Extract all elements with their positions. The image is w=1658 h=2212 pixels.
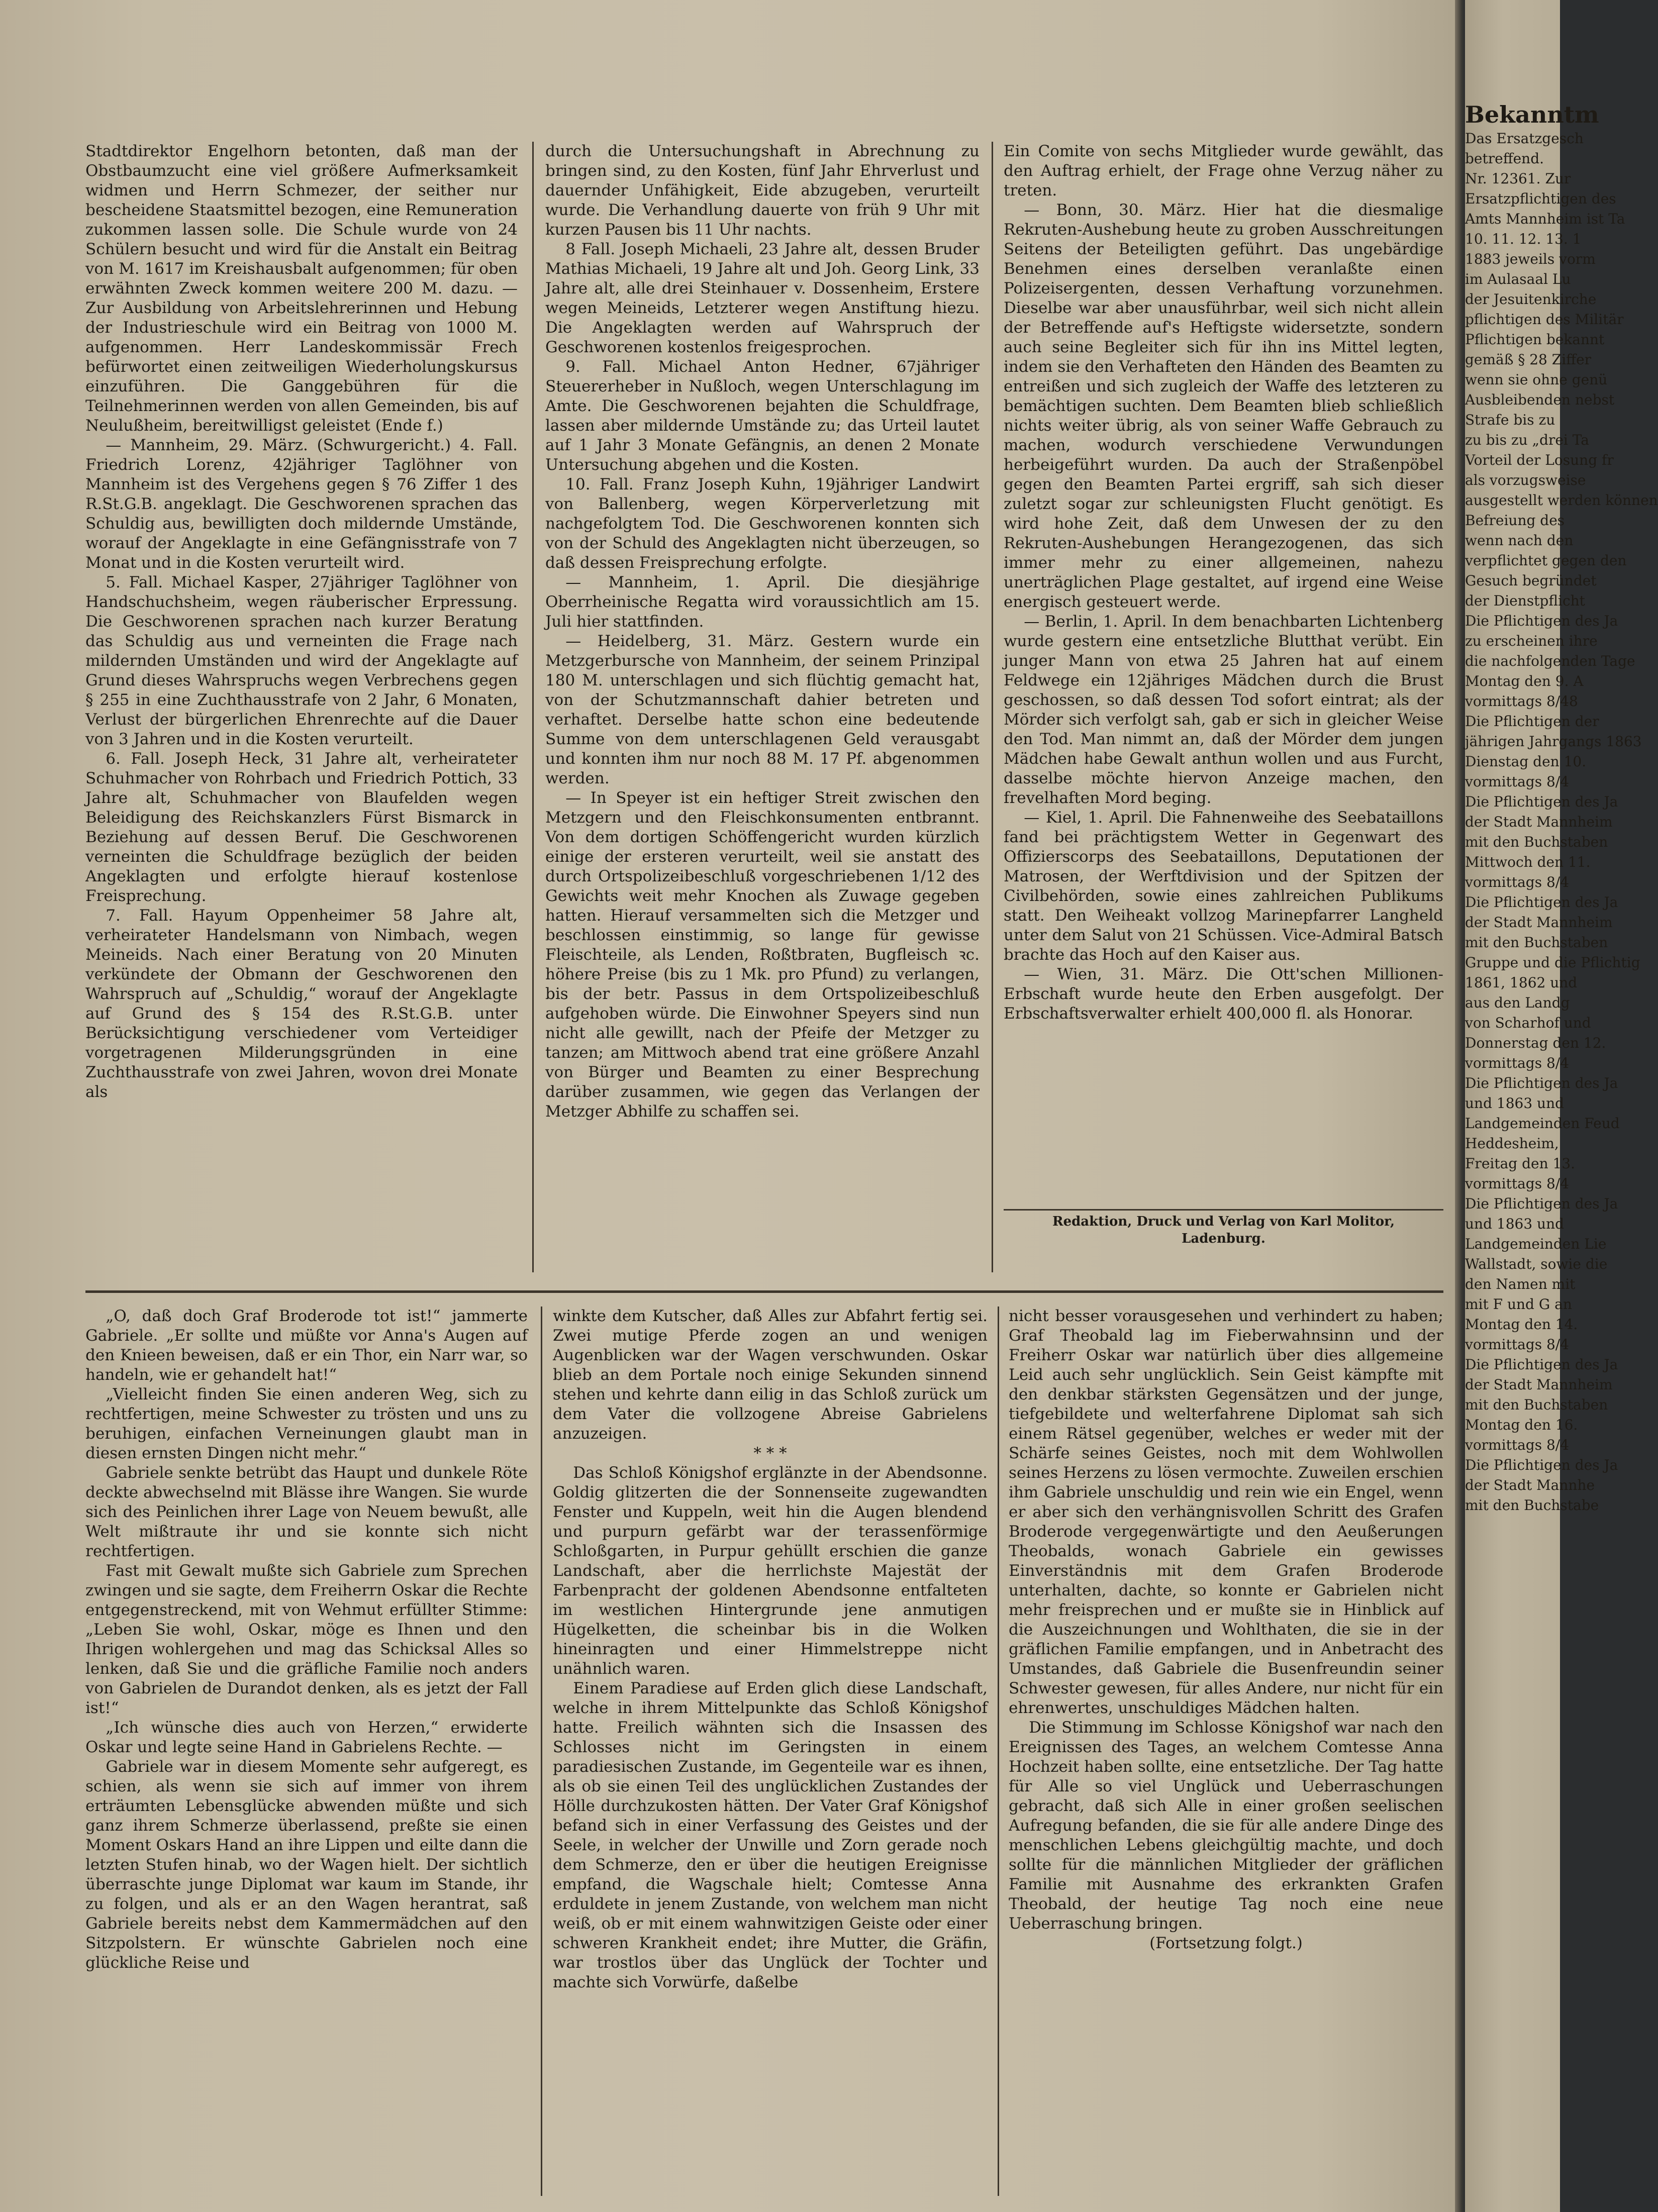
announcement-line: und 1863 und — [1465, 1095, 1565, 1112]
imprint-line-2: Ladenburg. — [1182, 1231, 1265, 1246]
announcement-line: mit F und G an — [1465, 1296, 1572, 1313]
adjacent-page — [1465, 0, 1658, 2212]
announcement-line: wenn sie ohne genü — [1465, 371, 1608, 388]
story-paragraph: Gabriele senkte betrübt das Haupt und dunkele Röte deckte abwechselnd mit Blässe ihre Wangen. Sie wurde sich des Peinlichen ihrer Lage von Neuem bewußt, alle Welt mißtraute ihr und sie konnte sich nicht rechtfertigen. — [85, 1464, 528, 1560]
story-paragraph: „Vielleicht finden Sie einen anderen Weg, sich zu rechtfertigen, meine Schwester zu trösten und uns zu beruhigen, einfachen Verneinungen glaubt man in diesen ernsten Dingen nicht mehr.“ — [85, 1385, 528, 1462]
announcement-line: vormittags 8/4 — [1465, 1437, 1570, 1453]
article-paragraph: 5. Fall. Michael Kasper, 27jähriger Taglöhner von Handschuchsheim, wegen räuberischer Erpressung. Die Geschworenen sprachen nach kurzer Beratung das Schuldig aus und verneinten die Frage nach mildernden Umständen und wird der Angeklagte auf Grund dieses Wahrspruchs wegen Verbrechens gegen § 255 in eine Zuchthausstrafe von 2 Jahr, 6 Monaten, Verlust der bürgerlichen Ehrenrechte auf die Dauer von 3 Jahren und in die Kosten verurteilt. — [85, 573, 518, 748]
imprint-rule — [1004, 1209, 1443, 1211]
announcement-line: zu erscheinen ihre — [1465, 633, 1598, 649]
upper-column-1 — [85, 142, 518, 1273]
announcement-line: Gesuch begründet — [1465, 572, 1597, 589]
announcement-line: 1861, 1862 und — [1465, 974, 1578, 991]
announcement-line: wenn nach den — [1465, 532, 1574, 549]
announcement-line: vormittags 8/4 — [1465, 1055, 1570, 1071]
article-paragraph: 9. Fall. Michael Anton Hedner, 67jähriger Steuererheber in Nußloch, wegen Unterschlagung im Amte. Die Geschworenen bejahten die Schuldfrage, lassen aber mildernde Umstände zu; das Urteil lautet auf 1 Jahr 3 Monate Gefängnis, an denen 2 Monate Untersuchung abgehen und die Kosten. — [545, 358, 980, 474]
announcement-line: Heddesheim, — [1465, 1135, 1559, 1152]
announcement-line: Die Pflichtigen des Ja — [1465, 1075, 1618, 1091]
story-paragraph: „Ich wünsche dies auch von Herzen,“ erwiderte Oskar und legte seine Hand in Gabrielens Rechte. — — [85, 1719, 528, 1756]
article-paragraph: — Bonn, 30. März. Hier hat die diesmalige Rekruten-Aushebung heute zu groben Ausschreitungen Seitens der Beteiligten geführt. Das ungebärdige Benehmen eines derselben veranlaßte einen Polizeisergenten, dessen Verhaftung vorzunehmen. Dieselbe war aber unausführbar, weil sich nicht allein der Betreffende auf's Heftigste widersetzte, sondern auch seine Begleiter sich für ihn ins Mittel legten, indem sie den Verhafteten den Händen des Beamten zu entreißen und sich zugleich der Waffe des letzteren zu bemächtigen suchten. Dem Beamten blieb schließlich nichts weiter übrig, als von seiner Waffe Gebrauch zu machen, wodurch verschiedene Verwundungen herbeigeführt wurden. Da auch der Straßenpöbel gegen den Beamten Partei ergriff, sah sich dieser zuletzt sogar zur schleunigsten Flucht genötigt. Es wird hohe Zeit, daß dem Unwesen der zu den Rekruten-Aushebungen Herangezogenen, das sich immer mehr zu einer allgemeinen, nahezu unerträglichen Plage gestaltet, auf irgend eine Weise energisch gesteuert werde. — [1004, 201, 1443, 611]
announcement-line: aus den Landg — [1465, 994, 1570, 1011]
announcement-line: vormittags 8/48 — [1465, 693, 1578, 710]
announcement-line: Landgemeinden Lie — [1465, 1236, 1607, 1252]
story-paragraph: Die Stimmung im Schlosse Königshof war nach den Ereignissen des Tages, an welchem Comtesse Anna Hochzeit haben sollte, eine entsetzliche. Der Tag hatte für Alle so viel Unglück und Ueberraschungen gebracht, daß sich Alle in einer großen seelischen Aufregung befanden, die sie für alle andere Dinge des menschlichen Lebens gleichgültig machte, und doch sollte für die männlichen Mitglieder der gräflichen Familie mit Ausnahme des erkrankten Grafen Theobald, der heutige Tag noch eine neue Ueberraschung bringen. — [1009, 1719, 1443, 1933]
page-fold — [1455, 0, 1466, 2212]
announcement-line: Die Pflichtigen des Ja — [1465, 1356, 1618, 1373]
announcement-line: mit den Buchstaben — [1465, 1396, 1608, 1413]
column-rule — [541, 1306, 542, 2196]
announcement-line: zu bis zu „drei Ta — [1465, 432, 1589, 448]
feuilleton-column-2 — [553, 1306, 988, 2198]
announcement-line: der Stadt Mannheim — [1465, 1376, 1613, 1393]
announcement-line: Donnerstag den 12. — [1465, 1035, 1606, 1051]
announcement-line: vormittags 8/4 — [1465, 773, 1570, 790]
announcement-line: im Aulasaal Lu — [1465, 271, 1571, 287]
announcement-line: Freitag den 13. — [1465, 1155, 1576, 1172]
imprint — [1004, 1213, 1443, 1258]
announcement-line: vormittags 8/4 — [1465, 1336, 1570, 1353]
announcement-line: den Namen mit — [1465, 1276, 1576, 1292]
announcement-line: Nr. 12361. Zur — [1465, 170, 1571, 187]
announcement-line: Gruppe und die Pflichtig — [1465, 954, 1640, 971]
article-paragraph: Stadtdirektor Engelhorn betonten, daß man der Obstbaumzucht eine viel größere Aufmerksamkeit widmen und Herrn Schmezer, der seither nur bescheidene Staatsmittel bezogen, eine Remuneration zukommen lassen solle. Die Schule wurde von 24 Schülern besucht und wird für die Anstalt ein Beitrag von M. 1617 im Kreishausbalt aufgenommen; für oben erwähnten Zweck kommen weitere 200 M. dazu. — Zur Ausbildung von Arbeitslehrerinnen und Hebung der Industrieschule wird ein Beitrag von 1000 M. aufgenommen. Herr Landeskommissär Frech befürwortet einen zeitweiligen Wiederholungskursus einzuführen. Die Ganggebühren für die Teilnehmerinnen werden von allen Gemeinden, bis auf Neulußheim, bereitwilligst geleistet (Ende f.) — [85, 142, 518, 435]
announcement-line: Montag den 16. — [1465, 1417, 1578, 1433]
article-paragraph: durch die Untersuchungshaft in Abrechnung zu bringen sind, zu den Kosten, fünf Jahr Ehrverlust und dauernder Unfähigkeit, Eide abzugeben, verurteilt wurde. Die Verhandlung dauerte von früh 9 Uhr mit kurzen Pausen bis 11 Uhr nachts. — [545, 142, 980, 239]
article-paragraph: 10. Fall. Franz Joseph Kuhn, 19jähriger Landwirt von Ballenberg, wegen Körperverletzung mit nachgefolgtem Tod. Die Geschworenen konnten sich von der Schuld des Angeklagten nicht überzeugen, so daß dessen Freisprechung erfolgte. — [545, 475, 980, 572]
announcement-line: von Scharhof und — [1465, 1015, 1591, 1031]
announcement-line: Landgemeinden Feud — [1465, 1115, 1620, 1132]
announcement-lines — [1465, 129, 1658, 1516]
announcement-line: betreffend. — [1465, 150, 1544, 167]
announcement-line: Dienstag den 10. — [1465, 753, 1587, 770]
announcement-line: Die Pflichtigen des Ja — [1465, 613, 1618, 629]
announcement-title: Bekanntm — [1465, 101, 1599, 128]
story-paragraph: Das Schloß Königshof erglänzte in der Abendsonne. Goldig glitzerten die der Sonnenseite zugewandten Fenster und Kuppeln, weit hin die Augen blendend und purpurn gefärbt war der terassenförmige Schloßgarten, in Purpur gehüllt erschien die ganze Landschaft, aber die herrlichste Majestät der Farbenpracht der goldenen Abendsonne entfalteten im westlichen Hintergrunde jene anmutigen Hügelketten, die scheinbar bis in die Wolken hineinragten und einer Himmelstreppe nicht unähnlich waren. — [553, 1464, 988, 1678]
announcement-line: vormittags 8/4 — [1465, 874, 1570, 890]
announcement-line: der Stadt Mannhe — [1465, 1477, 1595, 1493]
announcement-line: Die Pflichtigen der — [1465, 713, 1599, 730]
imprint-line-1: Redaktion, Druck und Verlag von Karl Molitor, — [1052, 1214, 1395, 1229]
story-paragraph: nicht besser vorausgesehen und verhindert zu haben; Graf Theobald lag im Fieberwahnsinn und der Freiherr Oskar war natürlich über dies allgemeine Leid auch sehr unglücklich. Sein Geist kämpfte mit den denkbar stärksten Gegensätzen und der junge, tiefgebildete und welterfahrene Diplomat sah sich einem Rätsel gegenüber, welches er weder mit der Schärfe seines Geistes, noch mit dem Wohlwollen seines Herzens zu lösen vermochte. Zuweilen erschien ihm Gabriele unschuldig und rein wie ein Engel, wenn er aber sich den verhängnisvollen Schritt des Grafen Broderode vergegenwärtigte und den Aeußerungen Theobalds, wonach Gabriele ein gewisses Einverständnis mit dem Grafen Broderode unterhalten, dachte, so konnte er Gabrielen nicht mehr freisprechen und er mußte sie in Hinblick auf die Auszeichnungen und Wohlthaten, die sie in der gräflichen Familie empfangen, und in Anbetracht des Umstandes, daß Gabriele die Busenfreundin seiner Schwester gewesen, für alles Andere, nur nicht für ein ehrenwertes, unschuldiges Mädchen halten. — [1009, 1307, 1443, 1717]
announcement-line: ausgestellt werden können — [1465, 492, 1658, 509]
article-paragraph: 6. Fall. Joseph Heck, 31 Jahre alt, verheirateter Schuhmacher von Rohrbach und Friedrich Pottich, 33 Jahre alt, Schuhmacher von Blaufelden wegen Beleidigung des Reichskanzlers Fürst Bismarck in Beziehung auf dessen Beruf. Die Geschworenen verneinten die Schuldfrage bezüglich der beiden Angeklagten und erfolgte hierauf kostenlose Freisprechung. — [85, 750, 518, 905]
article-paragraph: — In Speyer ist ein heftiger Streit zwischen den Metzgern und den Fleischkonsumenten entbrannt. Von dem dortigen Schöffengericht wurden kürzlich einige der ersteren verurteilt, weil sie anstatt des durch Ortspolizeibeschluß vorgeschriebenen 1/12 des Gewichts weit mehr Knochen als Zuwage gegeben hatten. Hierauf versammelten sich die Metzger und beschlossen einstimmig, so lange für gewisse Fleischteile, als Lenden, Roßtbraten, Bugfleisch ꝛc. höhere Preise (bis zu 1 Mk. pro Pfund) zu verlangen, bis der betr. Passus in dem Ortspolizeibeschluß aufgehoben würde. Die Einwohner Speyers sind nun nicht alle gewillt, nach der Pfeife der Metzger zu tanzen; am Mittwoch abend trat eine größere Anzahl von Bürger und Beamten zu einer Besprechung darüber zusammen, wie gegen das Verlangen der Metzger Abhilfe zu schaffen sei. — [545, 789, 980, 1121]
announcement-line: Strafe bis zu — [1465, 412, 1555, 428]
article-paragraph: 8 Fall. Joseph Michaeli, 23 Jahre alt, dessen Bruder Mathias Michaeli, 19 Jahre alt und Joh. Georg Link, 33 Jahre alt, alle drei Steinhauer v. Dossenheim, Erstere wegen Meineids, Letzterer wegen Anstiftung hiezu. Die Angeklagten werden auf Wahrspruch der Geschworenen kostenlos freigesprochen. — [545, 240, 980, 356]
announcement-line: Vorteil der Losung fr — [1465, 452, 1614, 468]
announcement-line: mit den Buchstabe — [1465, 1497, 1599, 1514]
article-paragraph: — Kiel, 1. April. Die Fahnenweihe des Seebataillons fand bei prächtigstem Wetter in Gegenwart des Offizierscorps des Seebataillons, Deputationen der Matrosen, der Werftdivision und der Spitzen der Civilbehörden, sowie eines zahlreichen Publikums statt. Den Weiheakt vollzog Marinepfarrer Langheld unter dem Salut von 21 Schüssen. Vice-Admiral Batsch brachte das Hoch auf den Kaiser aus. — [1004, 809, 1443, 964]
feuilleton-column-3 — [1009, 1306, 1443, 2198]
announcement-line: Montag den 9. A — [1465, 673, 1584, 689]
announcement-line: der Stadt Mannheim — [1465, 914, 1613, 931]
announcement-line: verpflichtet gegen den — [1465, 552, 1627, 569]
announcement-line: Montag den 14. — [1465, 1316, 1578, 1333]
announcement-line: mit den Buchstaben — [1465, 934, 1608, 951]
announcement-line: jährigen Jahrgangs 1863 — [1465, 733, 1642, 750]
announcement-line: pflichtigen des Militär — [1465, 311, 1624, 328]
story-paragraph: Fast mit Gewalt mußte sich Gabriele zum Sprechen zwingen und sie sagte, dem Freiherrn Oskar die Rechte entgegenstreckend, mit von Wehmut erfüllter Stimme: „Leben Sie wohl, Oskar, möge es Ihnen und den Ihrigen wohlergehen und mag das Schicksal Alles so lenken, daß Sie und die gräfliche Familie noch anders von Gabrielen de Durandot denken, als es jetzt der Fall ist!“ — [85, 1562, 528, 1717]
column-rule — [998, 1306, 999, 2196]
article-paragraph: Ein Comite von sechs Mitglieder wurde gewählt, das den Auftrag erhielt, der Frage ohne Verzug näher zu treten. — [1004, 142, 1443, 199]
story-paragraph: „O, daß doch Graf Broderode tot ist!“ jammerte Gabriele. „Er sollte und müßte vor Anna's Augen auf den Knieen beweisen, daß er ein Thor, ein Narr war, so handeln, wie er gehandelt hat!“ — [85, 1307, 528, 1384]
announcement-line: der Jesuitenkirche — [1465, 291, 1597, 308]
article-paragraph: 7. Fall. Hayum Oppenheimer 58 Jahre alt, verheirateter Handelsmann von Nimbach, wegen Meineids. Nach einer Beratung von 20 Minuten verkündete der Obmann der Geschworenen den Wahrspruch auf „Schuldig,“ worauf der Angeklagte auf Grund des § 154 des R.St.G.B. unter Berücksichtigung verschiedener vom Verteidiger vorgetragenen Milderungsgründen in eine Zuchthausstrafe von zwei Jahren, wovon drei Monate als — [85, 907, 518, 1101]
announcement-line: 1883 jeweils vorm — [1465, 251, 1596, 267]
announcement-line: Mittwoch den 11. — [1465, 854, 1591, 870]
announcement-line: gemäß § 28 Ziffer — [1465, 351, 1592, 368]
article-paragraph: — Mannheim, 29. März. (Schwurgericht.) 4. Fall. Friedrich Lorenz, 42jähriger Taglöhner von Mannheim ist des Vergehens gegen § 76 Ziffer 1 des R.St.G.B. angeklagt. Die Geschworenen sprachen das Schuldig aus, bewilligten doch mildernde Umstände, worauf der Angeklagte in eine Gefängnisstrafe von 7 Monat und in die Kosten verurteilt wird. — [85, 436, 518, 572]
announcement-line: Befreiung des — [1465, 512, 1565, 529]
announcement-line: mit den Buchstaben — [1465, 834, 1608, 850]
announcement-line: Die Pflichtigen des Ja — [1465, 894, 1618, 911]
upper-column-2 — [545, 142, 980, 1273]
announcement-line: Wallstadt, sowie die — [1465, 1256, 1608, 1272]
story-paragraph: Einem Paradiese auf Erden glich diese Landschaft, welche in ihrem Mittelpunkte das Schloß Königshof hatte. Freilich wähnten sich die Insassen des Schlosses nicht im Geringsten in einem paradiesischen Zustande, im Gegenteile war es ihnen, als ob sie einen Teil des unglücklichen Zustandes der Hölle durchzukosten hätten. Der Vater Graf Königshof befand sich in einer Verfassung des Geistes und der Seele, in welcher der Unwille und Zorn gerade noch dem Schmerze, den er über die heutigen Ereignisse empfand, die Wagschale hielt; Comtesse Anna erduldete in jenem Zustande, von welchem man nicht weiß, ob er mit einem wahnwitzigen Geiste oder einer schweren Krankheit endet; ihre Mutter, die Gräfin, war trostlos über das Unglück der Tochter und machte sich Vorwürfe, daßelbe — [553, 1679, 988, 1991]
column-rule — [532, 142, 534, 1272]
story-paragraph: (Fortsetzung folgt.) — [1149, 1934, 1303, 1952]
announcement-line: Pflichtigen bekannt — [1465, 331, 1605, 348]
announcement-line: der Dienstpflicht — [1465, 592, 1585, 609]
upper-column-3 — [1004, 142, 1443, 1207]
announcement-line: vormittags 8/4 — [1465, 1175, 1570, 1192]
adjacent-page-text — [1465, 100, 1658, 1516]
announcement-line: Die Pflichtigen des Ja — [1465, 793, 1618, 810]
article-paragraph: — Mannheim, 1. April. Die diesjährige Oberrheinische Regatta wird voraussichtlich am 15. Juli hier stattfinden. — [545, 573, 980, 631]
feuilleton-column-1 — [85, 1306, 528, 2198]
announcement-line: die nachfolgenden Tage — [1465, 653, 1635, 669]
announcement-line: Die Pflichtigen des Ja — [1465, 1195, 1618, 1212]
announcement-line: Ersatzpflichtigen des — [1465, 190, 1616, 207]
announcement-line: Das Ersatzgesch — [1465, 130, 1584, 147]
announcement-line: als vorzugsweise — [1465, 472, 1586, 488]
column-rule — [992, 142, 993, 1272]
announcement-line: Amts Mannheim ist Ta — [1465, 211, 1625, 227]
article-paragraph: — Heidelberg, 31. März. Gestern wurde ein Metzgerbursche von Mannheim, der seinem Prinzipal 180 M. unterschlagen und sich flüchtig gemacht hat, von der Schutzmannschaft dahier betreten und verhaftet. Derselbe hatte schon eine bedeutende Summe von dem unterschlagenen Geld verausgabt und konnten ihm nur noch 88 M. 17 Pf. abgenommen werden. — [545, 632, 980, 787]
story-paragraph: Gabriele war in diesem Momente sehr aufgeregt, es schien, als wenn sie sich auf immer von ihrem erträumten Lebensglücke abwenden müßte und sich ganz ihrem Schmerze überlassend, preßte sie einen Moment Oskars Hand an ihre Lippen und eilte dann die letzten Stufen hinab, wo der Wagen hielt. Der sichtlich überraschte junge Diplomat war kaum im Stande, ihr zu folgen, und als er an den Wagen herantrat, saß Gabriele bereits nebst dem Kammermädchen auf den Sitzpolstern. Er wünschte Gabrielen noch eine glückliche Reise und — [85, 1758, 528, 1972]
section-divider — [85, 1290, 1443, 1293]
article-paragraph: — Wien, 31. März. Die Ott'schen Millionen-Erbschaft wurde heute den Erben ausgefolgt. Der Erbschaftsverwalter erhielt 400,000 fl. als Honorar. — [1004, 965, 1443, 1023]
announcement-line: 10. 11. 12. 13. 1 — [1465, 231, 1582, 247]
announcement-line: Ausbleibenden nebst — [1465, 391, 1615, 408]
announcement-line: der Stadt Mannheim — [1465, 814, 1613, 830]
article-paragraph: — Berlin, 1. April. In dem benachbarten Lichtenberg wurde gestern eine entsetzliche Blutthat verübt. Ein junger Mann von etwa 25 Jahren hat auf einem Feldwege ein 12jähriges Mädchen durch die Brust geschossen, so daß dessen Tod sofort eintrat; als der Mörder sich verfolgt sah, gab er sich in gleicher Weise den Tod. Man nimmt an, daß der Mörder dem jungen Mädchen habe Gewalt anthun wollen und aus Furcht, dasselbe möchte hiervon Anzeige machen, den frevelhaften Mord beging. — [1004, 613, 1443, 807]
announcement-line: Die Pflichtigen des Ja — [1465, 1457, 1618, 1473]
announcement-line: und 1863 und — [1465, 1216, 1565, 1232]
story-paragraph: winkte dem Kutscher, daß Alles zur Abfahrt fertig sei. Zwei mutige Pferde zogen an und wenigen Augenblicken war der Wagen verschwunden. Oskar blieb an dem Portale noch einige Sekunden sinnend stehen und kehrte dann eilig in das Schloß zurück um dem Vater die vollzogene Abreise Gabrielens anzuzeigen. — [553, 1307, 988, 1443]
story-paragraph: * * * — [753, 1444, 787, 1462]
